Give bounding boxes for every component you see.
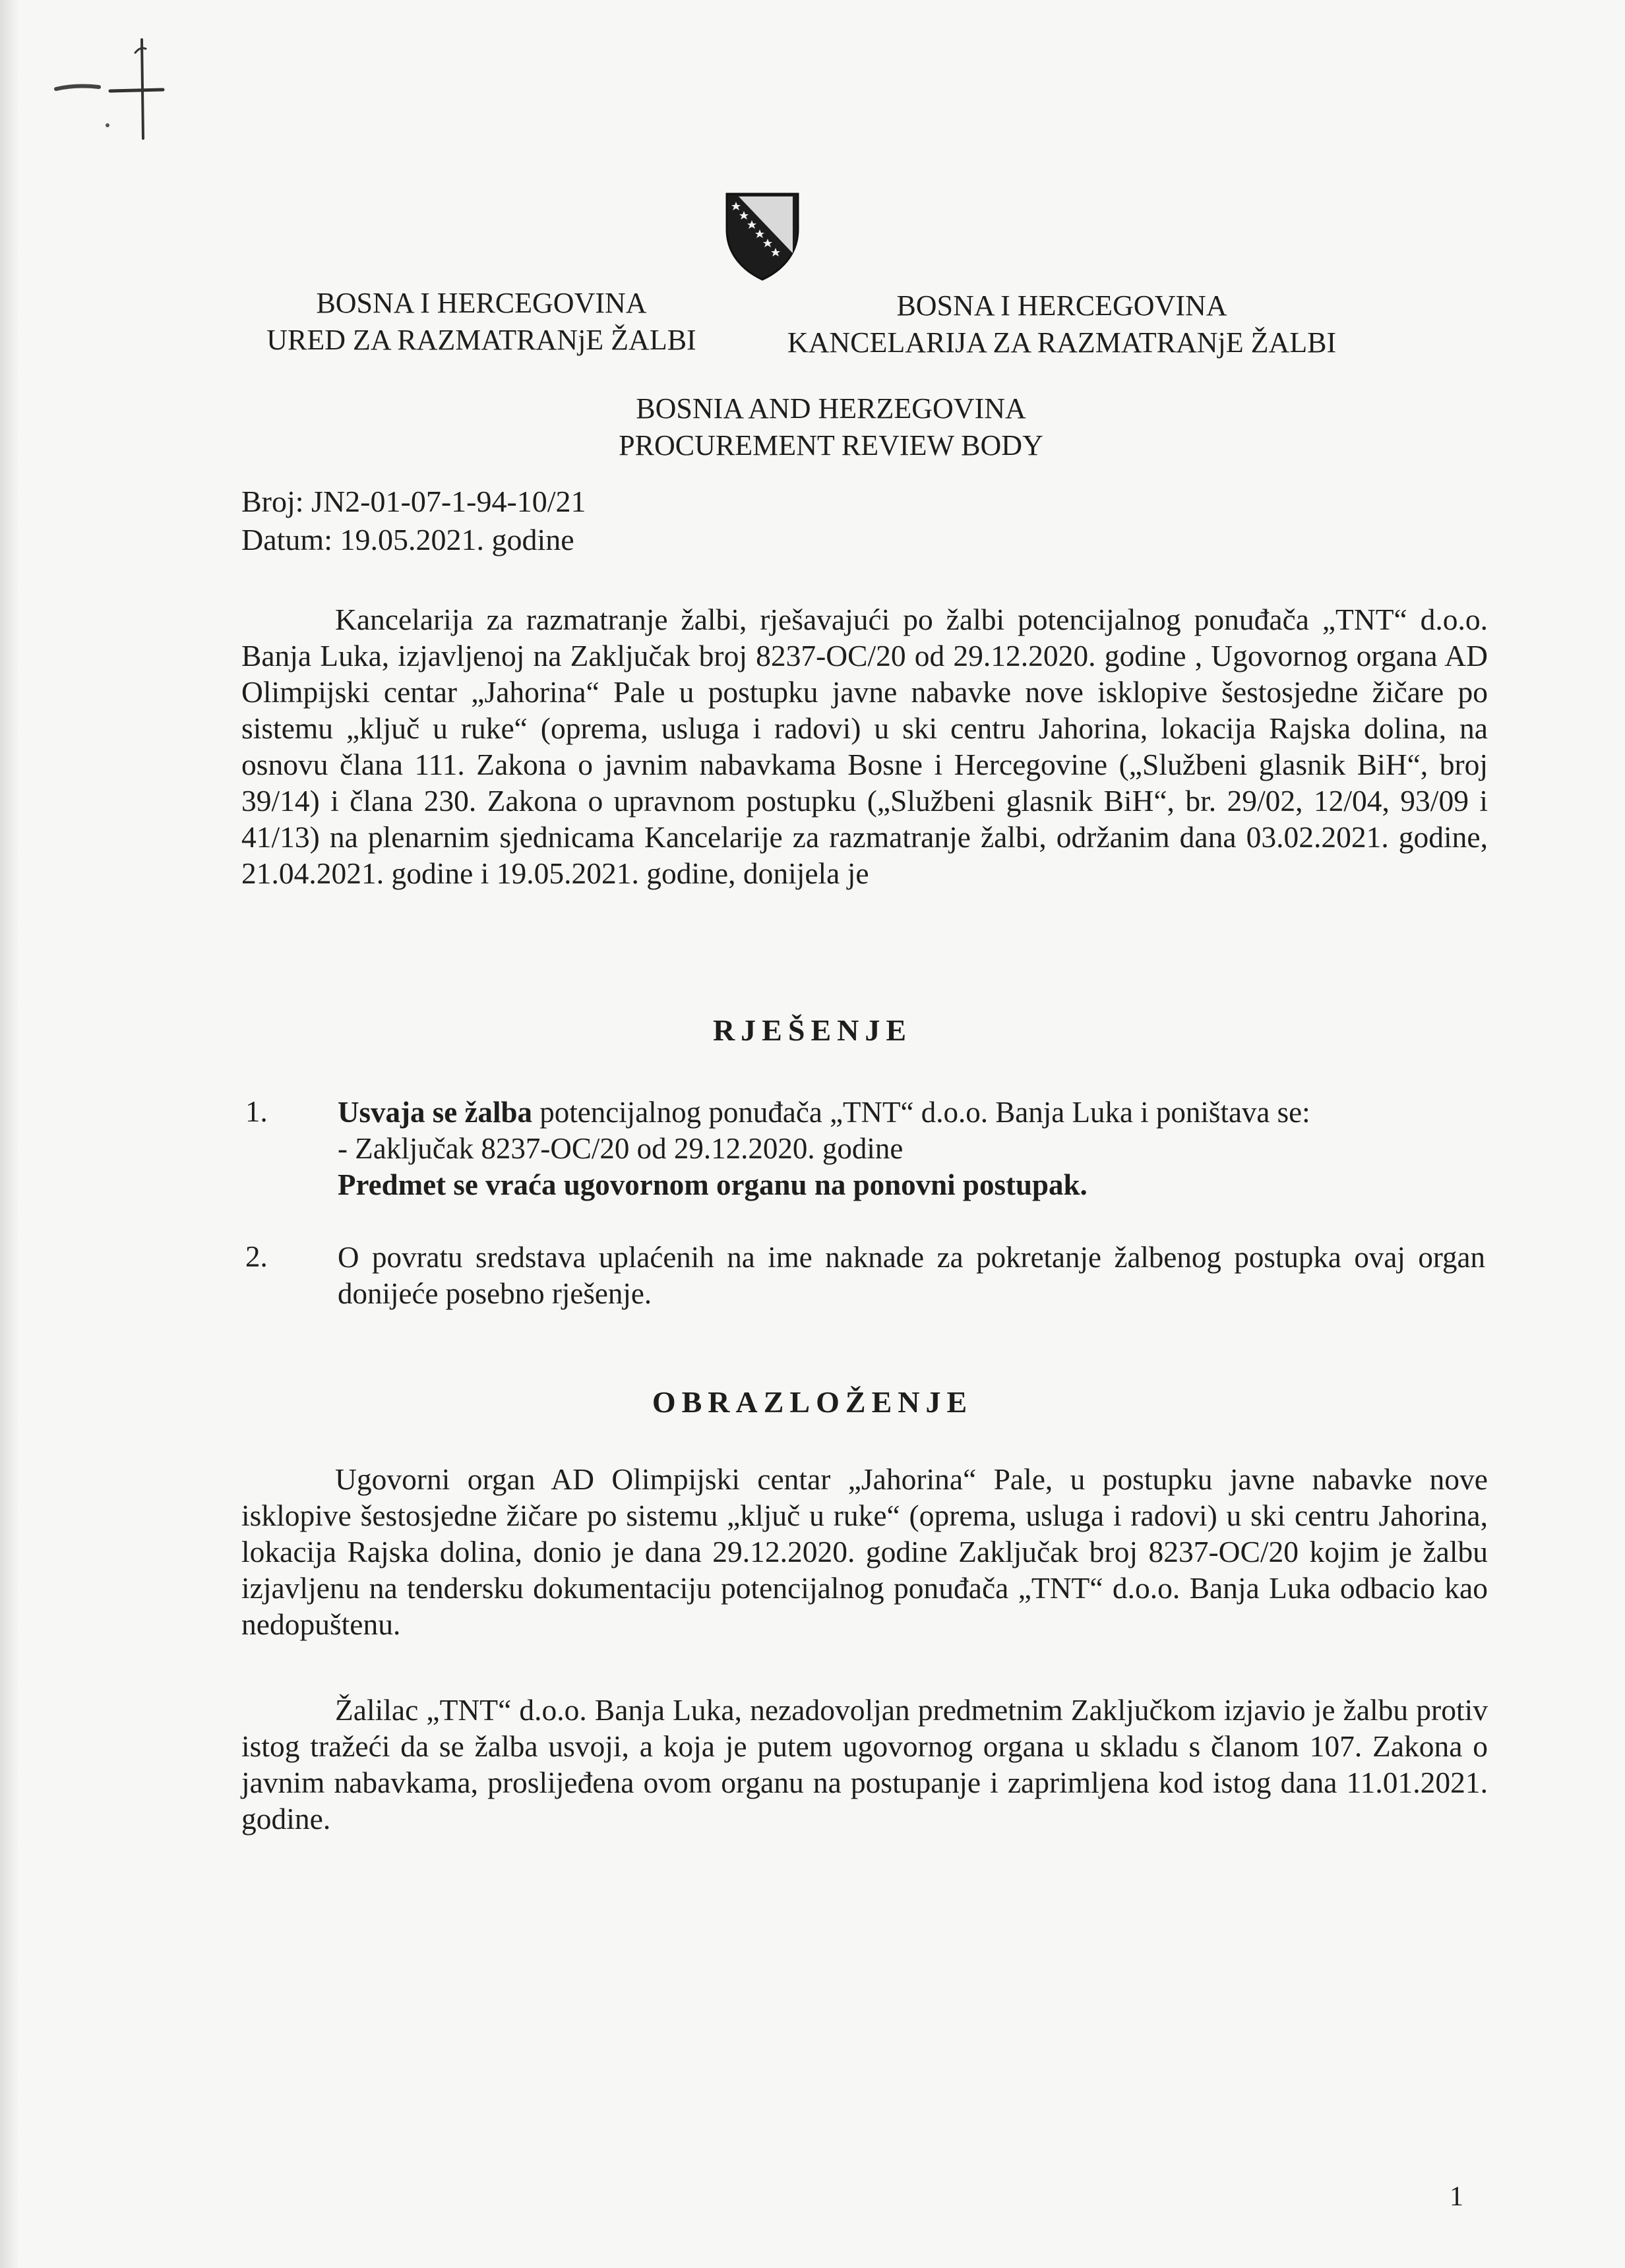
header-right-line2: KANCELARIJA ZA RAZMATRANjE ŽALBI — [787, 326, 1337, 359]
header-left — [218, 285, 745, 359]
header-right — [732, 287, 1392, 361]
reasoning-paragraph-2: Žalilac „TNT“ d.o.o. Banja Luka, nezadovoljan predmetnim Zaključkom izjavio je žalbu protiv istog tražeći da se žalba usvoji, a koja je putem ugovornog organa u skladu s članom 107. Zakona o javnim nabavkama, proslijeđena ovom organu na postupanje i zaprimljena kod istog dana 11.01.2021. godine. — [241, 1693, 1488, 1835]
header-left-line2: URED ZA RAZMATRANjE ŽALBI — [266, 324, 696, 356]
decision-heading: RJEŠENJE — [712, 1013, 913, 1047]
decision-item-2: O povratu sredstava uplaćenih na ime naknade za pokretanje žalbenog postupka ovaj organ donijeće posebno rješenje. — [338, 1241, 1485, 1310]
coat-of-arms-icon — [724, 190, 801, 282]
decision-item-1-rest: potencijalnog ponuđača „TNT“ d.o.o. Banja Luka i poništava se: — [532, 1096, 1310, 1129]
decision-item-1-bold: Usvaja se žalba — [338, 1096, 532, 1129]
decision-item-1-line2: - Zaključak 8237-OC/20 od 29.12.2020. godine — [338, 1132, 904, 1165]
decision-item-2-number: 2. — [245, 1240, 268, 1273]
scan-edge-shadow — [0, 0, 20, 2268]
header-center — [541, 390, 1121, 464]
decision-item-1-line3: Predmet se vraća ugovornom organu na ponovni postupak. — [338, 1168, 1088, 1201]
reference-number: Broj: JN2-01-07-1-94-10/21 — [241, 485, 586, 518]
decision-item-1-number: 1. — [245, 1095, 268, 1128]
header-center-line1: BOSNIA AND HERZEGOVINA — [636, 392, 1026, 425]
page-number: 1 — [1450, 2182, 1463, 2212]
reference-block — [241, 483, 586, 559]
decision-item-1 — [338, 1094, 1492, 1203]
header-center-line2: PROCUREMENT REVIEW BODY — [619, 429, 1043, 462]
header-left-line1: BOSNA I HERCEGOVINA — [316, 287, 647, 319]
reasoning-heading: OBRAZLOŽENJE — [652, 1385, 973, 1419]
reasoning-paragraph-1: Ugovorni organ AD Olimpijski centar „Jahorina“ Pale, u postupku javne nabavke nove isklopive šestosjedne žičare po sistemu „ključ u ruke“ (oprema, usluga i radovi) u ski centru Jahorina, lokacija Rajska dolina, donio je dana 29.12.2020. godine Zaključak broj 8237-OC/20 kojim je žalbu izjavljenu na tendersku dokumentaciju potencijalnog ponuđača „TNT“ d.o.o. Banja Luka odbacio kao nedopuštenu. — [241, 1462, 1488, 1641]
intro-paragraph: Kancelarija za razmatranje žalbi, rješavajući po žalbi potencijalnog ponuđača „TNT“ d.o.o. Banja Luka, izjavljenoj na Zaključak broj 8237-OC/20 od 29.12.2020. godine , Ugovornog organa AD Olimpijski centar „Jahorina“ Pale u postupku javne nabavke nove isklopive šestosjedne žičare po sistemu „ključ u ruke“ (oprema, usluga i radovi) u ski centru Jahorina, lokacija Rajska dolina, na osnovu člana 111. Zakona o javnim nabavkama Bosne i Hercegovine („Službeni glasnik BiH“, broj 39/14) i člana 230. Zakona o upravnom postupku („Službeni glasnik BiH“, br. 29/02, 12/04, 93/09 i 41/13) na plenarnim sjednicama Kancelarije za razmatranje žalbi, održanim dana 03.02.2021. godine, 21.04.2021. godine i 19.05.2021. godine, donijela je — [241, 603, 1488, 890]
handwritten-mark — [36, 26, 168, 145]
header-right-line1: BOSNA I HERCEGOVINA — [896, 289, 1227, 322]
reference-date: Datum: 19.05.2021. godine — [241, 523, 574, 556]
